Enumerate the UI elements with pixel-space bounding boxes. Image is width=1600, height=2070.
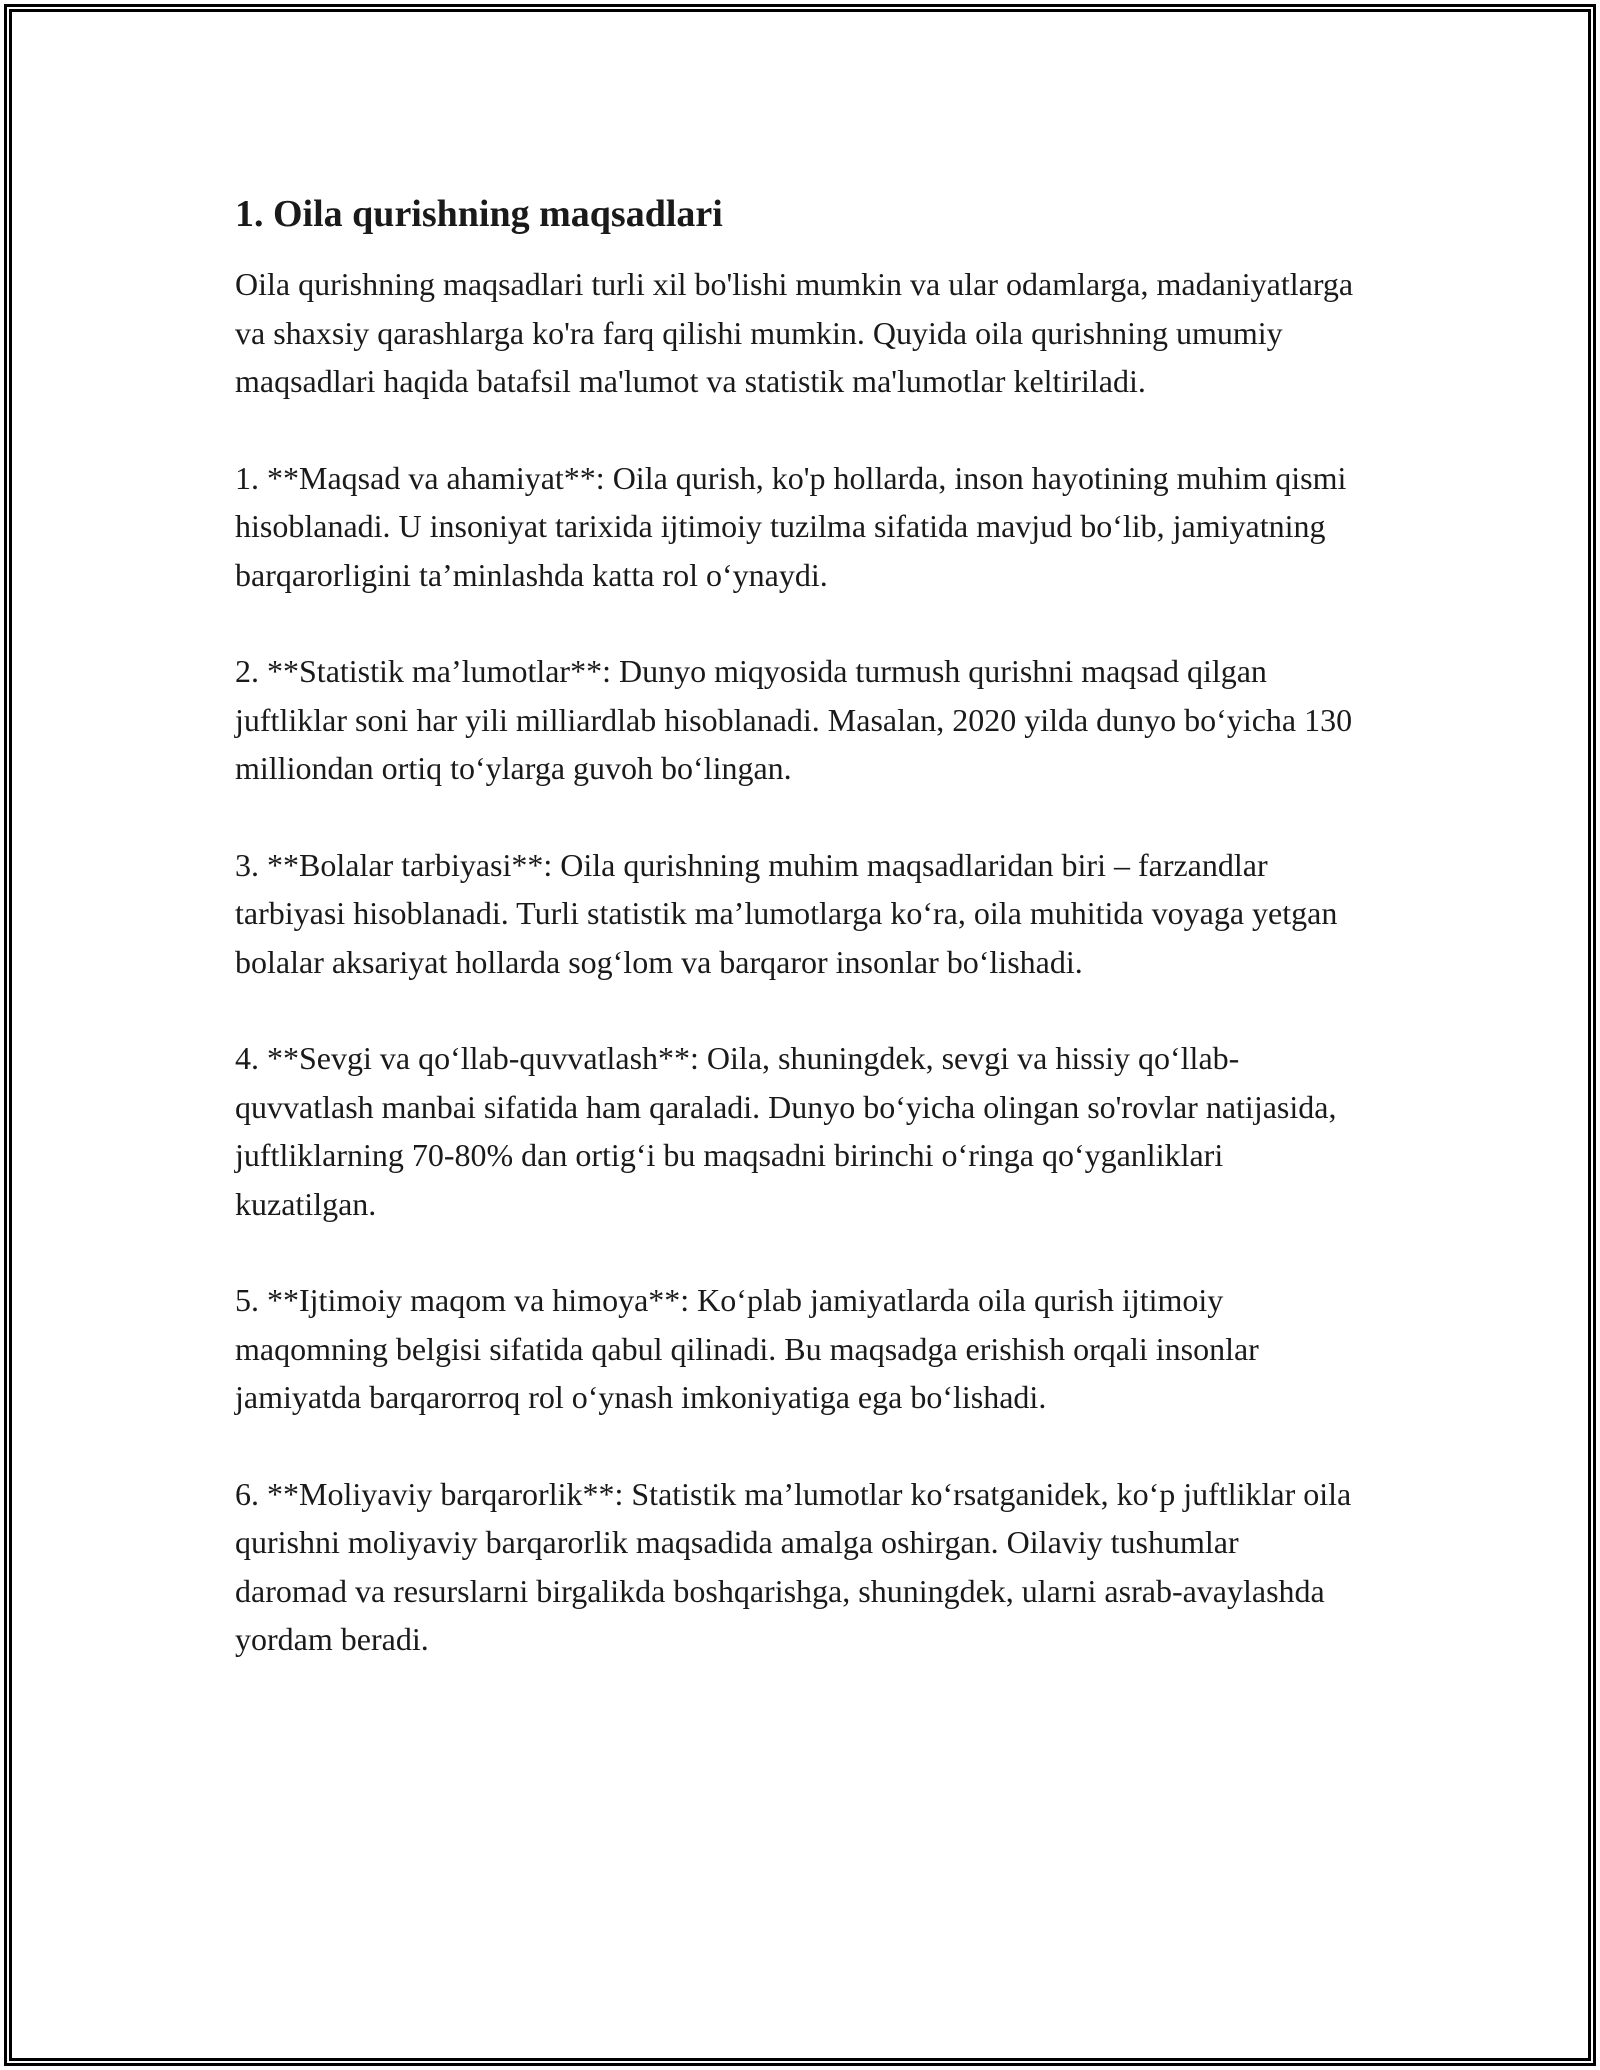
page-title: 1. Oila qurishning maqsadlari (235, 193, 723, 235)
list-item-3: 3. **Bolalar tarbiyasi**: Oila qurishning muhim maqsadlaridan biri – farzandlar tarbiyasi hisoblanadi. Turli statistik ma’lumotlarga ko‘ra, oila muhitida voyaga yetgan bolalar aksariyat hollarda sog‘lom va barqaror insonlar bo‘lishadi. (235, 846, 1338, 980)
document-body (235, 188, 1355, 1712)
intro-paragraph: Oila qurishning maqsadlari turli xil bo'lishi mumkin va ular odamlarga, madaniyatlarga va shaxsiy qarashlarga ko'ra farq qilishi mumkin. Quyida oila qurishning umumiy maqsadlari haqida batafsil ma'lumot va statistik ma'lumotlar keltiriladi. (235, 266, 1354, 399)
list-item-2: 2. **Statistik ma’lumotlar**: Dunyo miqyosida turmush qurishni maqsad qilgan juftliklar soni har yili milliardlab hisoblanadi. Masalan, 2020 yilda dunyo bo‘yicha 130 milliondan ortiq to‘ylarga guvoh bo‘lingan. (235, 653, 1353, 786)
list-item-1: 1. **Maqsad va ahamiyat**: Oila qurish, ko'p hollarda, inson hayotining muhim qismi hisoblanadi. U insoniyat tarixida ijtimoiy tuzilma sifatida mavjud bo‘lib, jamiyatning barqarorligini ta’minlashda katta rol o‘ynaydi. (235, 459, 1347, 593)
list-item-6: 6. **Moliyaviy barqarorlik**: Statistik ma’lumotlar ko‘rsatganidek, ko‘p juftliklar oila qurishni moliyaviy barqarorlik maqsadida amalga oshirgan. Oilaviy tushumlar daromad va resurslarni birgalikda boshqarishga, shuningdek, ularni asrab-avaylashda yordam beradi. (235, 1475, 1352, 1657)
list-item-4: 4. **Sevgi va qo‘llab-quvvatlash**: Oila, shuningdek, sevgi va hissiy qo‘llab-quvvatlash manbai sifatida ham qaraladi. Dunyo bo‘yicha olingan so'rovlar natijasida, juftliklarning 70-80% dan ortig‘i bu maqsadni birinchi o‘ringa qo‘yganliklari kuzatilgan. (235, 1040, 1337, 1222)
list-item-5: 5. **Ijtimoiy maqom va himoya**: Ko‘plab jamiyatlarda oila qurish ijtimoiy maqomning belgisi sifatida qabul qilinadi. Bu maqsadga erishish orqali insonlar jamiyatda barqarorroq rol o‘ynash imkoniyatiga ega bo‘lishadi. (235, 1282, 1259, 1415)
